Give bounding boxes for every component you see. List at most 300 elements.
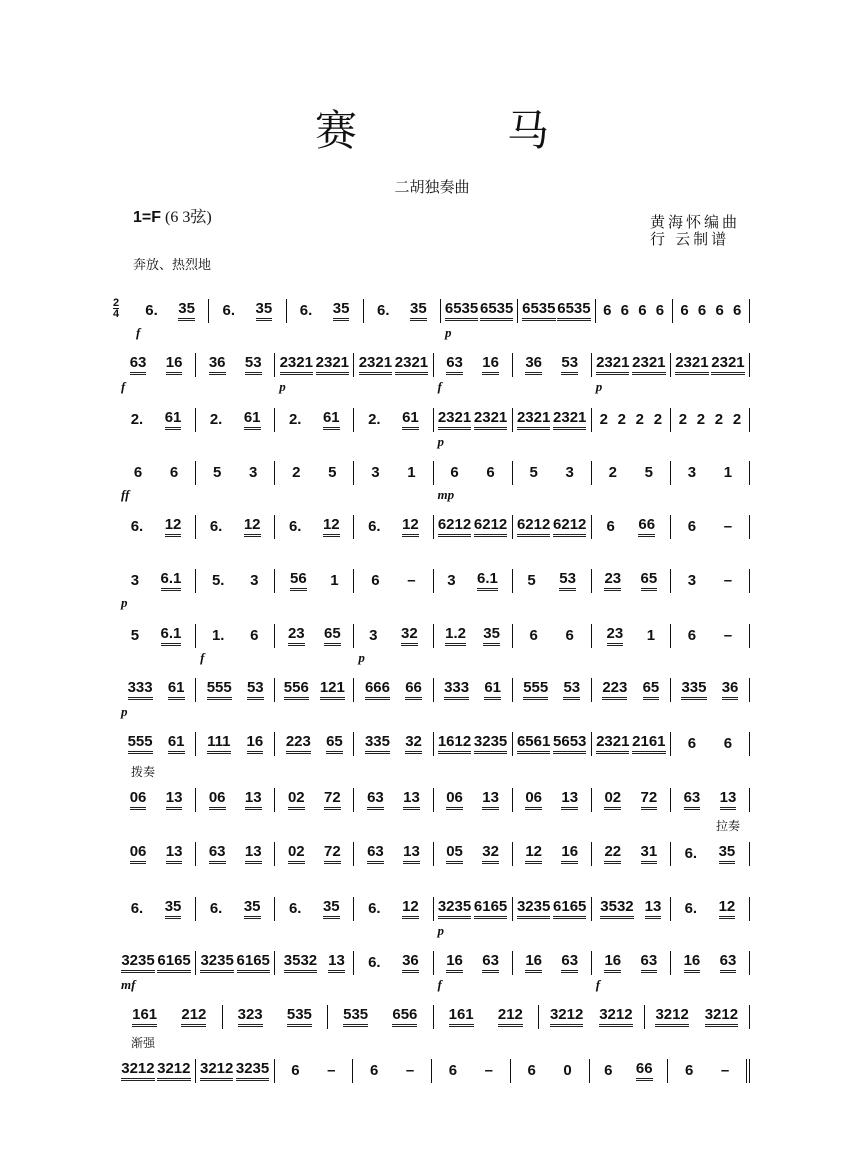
note-group: 53 [247, 680, 264, 700]
note-group: 5 [644, 463, 654, 481]
note-group: 2321 [395, 355, 428, 375]
note-group: 6 [371, 571, 380, 589]
dynamic-marking [513, 977, 592, 993]
note-group: 53 [559, 571, 576, 591]
measure [275, 732, 354, 756]
note-group: 555 [523, 680, 548, 700]
staff-row [117, 896, 750, 922]
note-group: 13 [720, 790, 737, 810]
note-group: 1 [407, 463, 416, 481]
note-group: 6 [169, 463, 179, 481]
note-group: 1.2 [445, 626, 466, 646]
note-group: 06 [130, 844, 147, 864]
note-group: 06 [446, 790, 463, 810]
note-group: 63 [130, 355, 147, 375]
note-group: 6561 [517, 734, 550, 754]
note-group: 2321 [675, 355, 708, 375]
note-group: 555 [128, 734, 153, 754]
note-group: 6. [368, 953, 381, 971]
measure [354, 678, 433, 702]
note-group: 56 [290, 571, 307, 591]
note-group: 23 [604, 571, 621, 591]
note-group: 12 [244, 517, 261, 537]
dynamic-marking [434, 595, 513, 611]
note-group: 6. [288, 517, 302, 535]
note-group: 6212 [553, 517, 586, 537]
note-group: 2321 [280, 355, 313, 375]
measure [671, 897, 750, 921]
measure [287, 299, 364, 323]
note-group: 2 [608, 463, 617, 481]
measure [671, 515, 750, 539]
note-group: 6 [133, 463, 143, 481]
tempo-marking: 奔放、热烈地 [133, 257, 212, 272]
note-group: 65 [324, 626, 341, 646]
note-group: 2. [209, 410, 223, 428]
note-group: 335 [681, 680, 706, 700]
measure [592, 461, 671, 485]
measure [132, 299, 209, 323]
note-group: 16 [446, 953, 463, 973]
credits [650, 214, 740, 248]
note-group: 2161 [632, 734, 665, 754]
measure [117, 461, 196, 485]
dynamic-marking: f [121, 379, 126, 394]
measure [117, 678, 196, 702]
measure [671, 732, 750, 756]
measure [196, 1059, 275, 1083]
dynamic-marking [513, 923, 592, 939]
dynamic-marking [364, 325, 441, 341]
note-group: 22 [604, 844, 621, 864]
note-group: 6. [222, 301, 236, 319]
note-group: 3 [447, 571, 456, 589]
note-group: 5 [212, 463, 222, 481]
dynamic-marking [354, 923, 433, 939]
note-group: 6.1 [161, 571, 182, 591]
measure [328, 1005, 434, 1029]
dynamic-marking: mp [437, 487, 455, 502]
measure [196, 408, 275, 432]
note-group: 3235 [438, 899, 471, 919]
measure [518, 299, 595, 323]
note-group: 2. [130, 410, 144, 428]
time-sig-top: 2 [113, 297, 120, 309]
measure [513, 842, 592, 866]
note-group: 61 [402, 410, 419, 430]
note-group: 6 [685, 1061, 694, 1079]
note-group: 1 [330, 571, 339, 589]
note-group: 6 [620, 301, 630, 319]
dynamic-marking: p [279, 379, 286, 394]
measure [196, 353, 275, 377]
key-label: 1=F [133, 209, 162, 226]
note-group: – [405, 1061, 415, 1079]
measure [196, 732, 275, 756]
note-group: 3212 [655, 1007, 688, 1027]
note-group: 3 [687, 571, 697, 589]
note-group: 12 [323, 517, 340, 537]
dynamic-marking [513, 650, 592, 666]
note-group: 5653 [553, 734, 586, 754]
dynamic-marking: p [445, 325, 452, 340]
dynamic-marking [275, 487, 354, 503]
measure [592, 678, 671, 702]
measure [513, 732, 592, 756]
dynamic-marking: f [136, 325, 141, 340]
dynamic-marking [671, 650, 750, 666]
measure [354, 624, 433, 648]
note-group: 63 [209, 844, 226, 864]
note-group: 111 [207, 734, 230, 754]
measure [539, 1005, 645, 1029]
note-group: 6 [370, 1061, 379, 1079]
measure [117, 515, 196, 539]
note-group: 6. [299, 301, 313, 319]
note-group: – [484, 1061, 493, 1079]
dynamic-marking [671, 487, 750, 503]
note-group: – [720, 1061, 730, 1079]
measure [117, 624, 196, 648]
measure [354, 732, 433, 756]
note-group: 212 [498, 1007, 523, 1027]
measure [668, 1059, 750, 1083]
note-group: 6535 [522, 301, 555, 321]
note-group: 06 [209, 790, 226, 810]
note-group: 63 [684, 790, 701, 810]
measure [592, 515, 671, 539]
measure [354, 461, 433, 485]
note-group: 161 [449, 1007, 474, 1027]
measure [434, 515, 513, 539]
note-group: 23 [607, 626, 624, 646]
note-group: 6 [450, 463, 459, 481]
note-group: 61 [168, 734, 185, 754]
measure [671, 842, 750, 866]
note-group: 6. [377, 301, 390, 319]
dynamic-marking [275, 650, 354, 666]
dynamic-marking [513, 704, 592, 720]
performance-instruction: 渐强 [131, 1036, 156, 1050]
staff-row [117, 514, 750, 540]
measure [671, 951, 750, 975]
note-group: 13 [403, 844, 420, 864]
note-group: 1 [646, 626, 656, 644]
note-group: 3 [249, 463, 258, 481]
measure [434, 951, 513, 975]
note-group: 6 [723, 734, 733, 752]
measure [434, 624, 513, 648]
note-group: 2321 [632, 355, 665, 375]
note-group: 12 [402, 517, 419, 537]
note-group: 6165 [237, 953, 270, 973]
measure [196, 569, 275, 593]
measure [434, 408, 513, 432]
note-group: 63 [367, 790, 384, 810]
note-group: 6165 [553, 899, 586, 919]
note-group: 6 [687, 517, 697, 535]
note-group: – [407, 571, 416, 589]
dynamic-marking [596, 325, 673, 341]
note-group: 323 [238, 1007, 263, 1027]
note-group: 13 [245, 844, 262, 864]
note-group: 6 [680, 301, 689, 319]
staff-row [117, 352, 750, 378]
note-group: 16 [525, 953, 542, 973]
measure [275, 569, 354, 593]
note-group: 3 [371, 463, 380, 481]
measure [441, 299, 518, 323]
measure [645, 1005, 751, 1029]
dynamic-marking [275, 595, 354, 611]
note-group: 3 [130, 571, 140, 589]
note-group: 3235 [517, 899, 550, 919]
note-group: – [723, 626, 733, 644]
staff-row [117, 568, 750, 594]
note-group: 63 [561, 953, 578, 973]
measure [513, 408, 592, 432]
measure [275, 1059, 354, 1083]
note-group: 1612 [438, 734, 471, 754]
measure [117, 897, 196, 921]
staff-row [117, 623, 750, 649]
measure [434, 732, 513, 756]
measure [592, 842, 671, 866]
dynamic-marking: f [437, 379, 442, 394]
note-group: 06 [525, 790, 542, 810]
note-group: 6 [250, 626, 259, 644]
dynamic-marking [513, 487, 592, 503]
note-group: 3 [369, 626, 378, 644]
composer: 黄海怀编曲 [650, 214, 741, 231]
measure [196, 678, 275, 702]
staff-row [132, 298, 750, 324]
note-group: 6. [288, 899, 302, 917]
dynamic-marking [117, 434, 196, 450]
note-group: 6 [448, 1061, 458, 1079]
dynamic-marking [671, 704, 750, 720]
dynamic-marking [354, 379, 433, 395]
note-group: 0 [563, 1061, 572, 1079]
measure [275, 408, 354, 432]
measure [513, 678, 592, 702]
measure [117, 732, 196, 756]
dynamic-marking [671, 595, 750, 611]
note-group: 535 [287, 1007, 312, 1027]
measure [671, 569, 750, 593]
note-group: 36 [722, 680, 739, 700]
dynamic-marking [592, 487, 671, 503]
dynamic-marking [275, 704, 354, 720]
note-group: 6. [145, 301, 158, 319]
note-group: 2321 [711, 355, 744, 375]
note-group: 333 [128, 680, 153, 700]
note-group: 61 [484, 680, 501, 700]
note-group: 2 [617, 410, 626, 428]
measure [117, 408, 196, 432]
note-group: 6212 [517, 517, 550, 537]
measure [275, 353, 354, 377]
note-group: 02 [288, 790, 305, 810]
measure [592, 569, 671, 593]
dynamic-marking [434, 650, 513, 666]
measure [513, 897, 592, 921]
dynamic-marking [275, 434, 354, 450]
dynamics-row [117, 977, 750, 993]
measure [196, 515, 275, 539]
note-group: 72 [324, 844, 341, 864]
note-group: – [327, 1061, 336, 1079]
dynamics-row [117, 704, 750, 720]
measure [353, 1059, 432, 1083]
staff-row [117, 1004, 750, 1030]
dynamic-marking [196, 487, 275, 503]
measure [592, 732, 671, 756]
measure [117, 842, 196, 866]
dynamics-row [117, 923, 750, 939]
time-sig-bottom: 4 [113, 308, 120, 320]
note-group: 66 [405, 680, 422, 700]
measure [592, 353, 671, 377]
note-group: 66 [636, 1061, 653, 1081]
measure [671, 678, 750, 702]
note-group: 3 [565, 463, 574, 481]
performance-instruction: 拉奏 [716, 819, 741, 833]
dynamics-row [117, 595, 750, 611]
dynamic-marking: p [437, 923, 444, 938]
dynamic-marking [196, 434, 275, 450]
note-group: 13 [166, 844, 183, 864]
note-group: 06 [130, 790, 147, 810]
measure [671, 461, 750, 485]
note-group: 02 [604, 790, 621, 810]
note-group: 6 [603, 301, 612, 319]
measure [434, 678, 513, 702]
note-group: 6 [529, 626, 538, 644]
note-group: 53 [561, 355, 578, 375]
note-group: – [723, 571, 733, 589]
measure [671, 408, 750, 432]
measure [513, 353, 592, 377]
tuning-label: (6 3弦) [165, 209, 212, 226]
note-group: 3235 [474, 734, 507, 754]
measure [117, 569, 196, 593]
note-group: 65 [643, 680, 660, 700]
note-group: 02 [288, 844, 305, 864]
measure [592, 788, 671, 812]
dynamic-marking [354, 977, 433, 993]
measure [592, 408, 671, 432]
dynamic-marking [671, 379, 750, 395]
dynamic-marking [354, 595, 433, 611]
dynamic-marking [209, 325, 286, 341]
note-group: 2. [288, 410, 302, 428]
dynamic-marking: ff [121, 487, 130, 502]
note-group: 35 [719, 844, 736, 864]
dynamic-marking [354, 487, 433, 503]
dynamics-row [117, 650, 750, 666]
note-group: 66 [638, 517, 655, 537]
note-group: 13 [328, 953, 345, 973]
note-group: 6 [655, 301, 665, 319]
note-group: 2321 [316, 355, 349, 375]
measure [275, 515, 354, 539]
dynamic-marking [196, 595, 275, 611]
measure [354, 408, 433, 432]
dynamic-marking [275, 977, 354, 993]
dynamic-marking [196, 923, 275, 939]
measure [596, 299, 673, 323]
dynamic-marking [673, 325, 750, 341]
note-group: 35 [483, 626, 500, 646]
note-group: 53 [245, 355, 262, 375]
measure [275, 624, 354, 648]
staff-row [117, 1058, 750, 1084]
measure [434, 842, 513, 866]
note-group: 212 [181, 1007, 206, 1027]
note-group: 2 [678, 410, 688, 428]
note-group: 12 [165, 517, 182, 537]
note-group: 16 [482, 355, 499, 375]
staff-row [117, 407, 750, 433]
note-group: 3212 [200, 1061, 233, 1081]
note-group: 2 [732, 410, 742, 428]
note-group: 6212 [474, 517, 507, 537]
note-group: 5 [527, 571, 536, 589]
dynamic-marking [287, 325, 364, 341]
measure [275, 461, 354, 485]
note-group: 6. [209, 517, 223, 535]
dynamic-marking: p [595, 379, 603, 394]
measure [590, 1059, 669, 1083]
note-group: 2 [635, 410, 644, 428]
note-group: 12 [402, 899, 419, 919]
measure [513, 461, 592, 485]
dynamic-marking [117, 650, 196, 666]
note-group: 556 [284, 680, 309, 700]
note-group: 666 [365, 680, 390, 700]
measure [673, 299, 750, 323]
dynamic-marking: p [437, 434, 444, 449]
measure [434, 353, 513, 377]
measure [275, 842, 354, 866]
note-group: 35 [256, 301, 273, 321]
note-group: 6 [291, 1061, 300, 1079]
note-group: 72 [324, 790, 341, 810]
note-group: 6 [604, 1061, 613, 1079]
note-group: 6 [565, 626, 574, 644]
staff-row [117, 460, 750, 486]
measure [671, 624, 750, 648]
measure [196, 951, 275, 975]
note-group: 333 [444, 680, 469, 700]
note-group: 2321 [553, 410, 586, 430]
note-group: 72 [641, 790, 658, 810]
note-group: 36 [402, 953, 419, 973]
dynamics-row [132, 325, 750, 341]
note-group: 65 [326, 734, 343, 754]
note-group: 2. [368, 410, 381, 428]
measure [592, 624, 671, 648]
note-group: 12 [525, 844, 542, 864]
dynamic-marking: p [121, 595, 128, 610]
dynamics-row [117, 487, 750, 503]
note-group: 35 [165, 899, 182, 919]
note-group: 6165 [157, 953, 190, 973]
note-group: 13 [482, 790, 499, 810]
note-group: 3235 [236, 1061, 269, 1081]
note-group: 35 [178, 301, 195, 321]
